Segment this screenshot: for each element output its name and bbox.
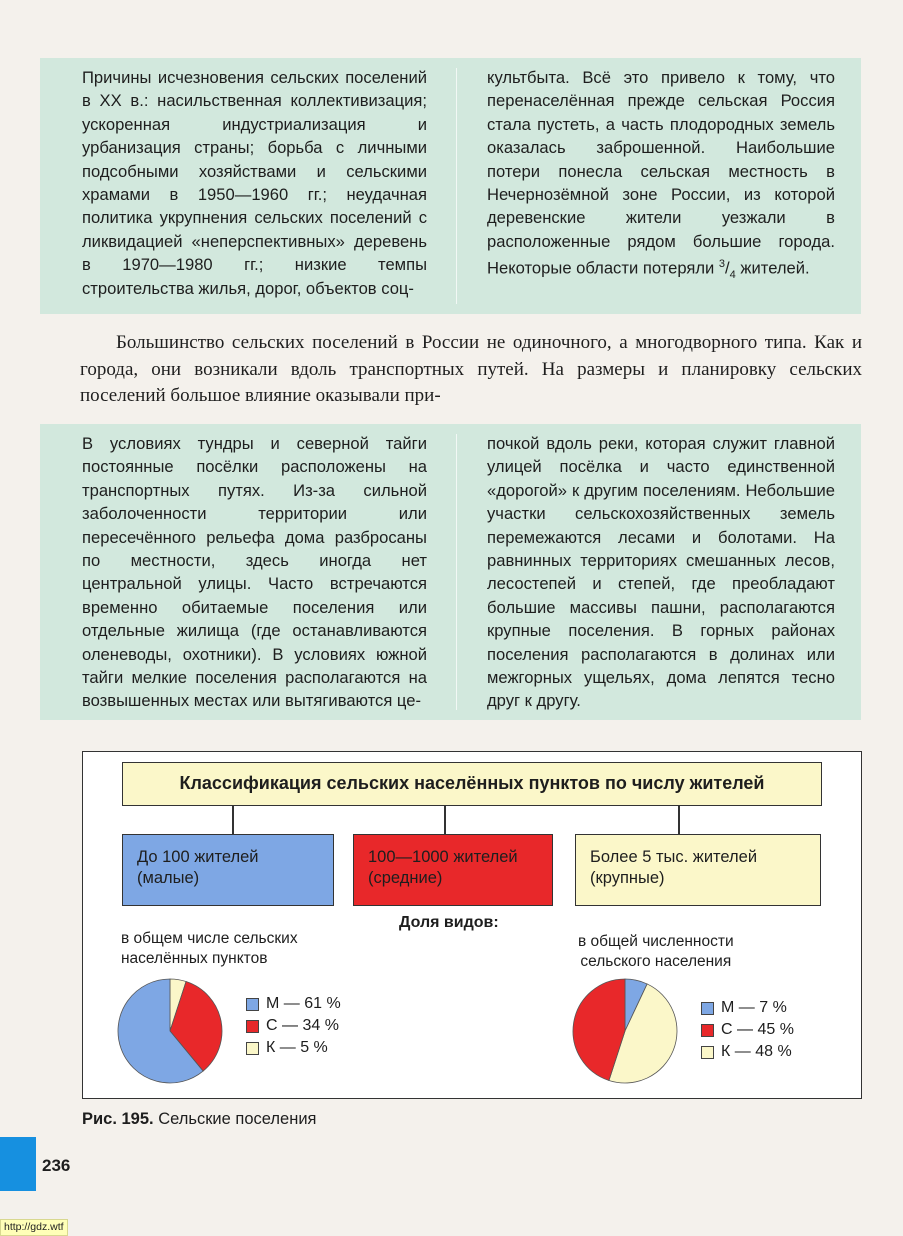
connector-right xyxy=(678,805,680,834)
legend-swatch-medium xyxy=(246,1020,259,1033)
info-box-1 xyxy=(40,58,861,314)
column-divider xyxy=(456,68,457,304)
legend-item xyxy=(701,1041,794,1063)
legend-swatch-large xyxy=(701,1046,714,1059)
category-small xyxy=(122,834,334,906)
pie-left-label xyxy=(121,929,298,969)
legend-swatch-medium xyxy=(701,1024,714,1037)
category-medium-line1: 100—1000 жителей xyxy=(368,848,518,866)
legend-item xyxy=(246,1037,341,1059)
page-number: 236 xyxy=(42,1156,71,1175)
bleed-through-text xyxy=(470,20,870,42)
info-box-1-right-tail: жителей. xyxy=(735,258,810,278)
site-watermark: http://gdz.wtf xyxy=(0,1219,68,1236)
figure-caption xyxy=(82,1110,316,1129)
figure-195 xyxy=(82,751,862,1099)
info-box-2-left xyxy=(82,424,427,720)
pie-right-legend xyxy=(701,997,794,1063)
info-box-1-right: культбыта. Всё это привело к тому, что перенаселённая прежде сельская Россия стала пустеть, а часть плодородных земель оказалась заброшенной. Наибольшие потери понесла сельская местность в Нечернозёмной зоне России, из которой деревенские жители уезжали в расположенные рядом большие города. Некоторые области потеряли $^3/_4$ жителей. xyxy=(487,68,835,282)
category-small-line2: (малые) xyxy=(137,869,200,887)
page-tab-marker xyxy=(0,1137,36,1191)
pie-right-label-line1: в общей численности xyxy=(578,933,734,950)
category-medium-line2: (средние) xyxy=(368,869,443,887)
fraction-numerator: 3 xyxy=(718,258,726,271)
caption-text: Сельские поселения xyxy=(153,1110,317,1128)
fraction-denominator: 4 xyxy=(729,269,736,282)
pie-chart-settlements xyxy=(115,976,225,1086)
share-title: Доля видов: xyxy=(399,914,499,931)
legend-swatch-small xyxy=(701,1002,714,1015)
legend-item xyxy=(246,1015,341,1037)
info-box-1-right-text: культбыта. Всё это привело к тому, что перенаселённая прежде сельская Россия стала пустеть, а часть плодородных земель оказалась заброшенной. Наибольшие потери понесла сельская местность в Нечернозёмной зоне России, из которой деревенские жители уезжали в расположенные рядом большие города. Некоторые области потеряли xyxy=(487,68,835,278)
info-box-2 xyxy=(40,424,861,720)
pie-right-label-line2: сельского населения xyxy=(580,953,732,970)
pie-left-legend xyxy=(246,993,341,1059)
info-box-2-right-text: почкой вдоль реки, которая служит главной улицей посёлка и часто единственной «дорогой» к другим поселениям. Небольшие участки сельскохозяйственных земель перемежаются лесами и болотами. На равнинных территориях смешанных лесов, лесостепей и степей, где преобладают большие массивы пашни, располагаются крупные поселения. В горных районах поселения располагаются в долинах или межгорных ущельях, дома лепятся тесно друг к другу. xyxy=(487,434,835,711)
pie-chart-population xyxy=(570,976,680,1086)
caption-label: Рис. 195. xyxy=(82,1110,154,1128)
info-box-1-left xyxy=(82,58,427,314)
main-paragraph: Большинство сельских поселений в России не одиночного, а многодворного типа. Как и города, они возникали вдоль транспортных путей. На размеры и планировку сельских поселений большое влияние оказывали при- xyxy=(80,332,862,406)
category-large xyxy=(575,834,821,906)
legend-item xyxy=(246,993,341,1015)
pie-right-label xyxy=(578,932,734,972)
legend-label: К — 5 % xyxy=(266,1039,328,1056)
info-box-2-right xyxy=(487,424,835,720)
legend-label: С — 45 % xyxy=(721,1021,794,1038)
column-divider xyxy=(456,434,457,710)
info-box-2-left-text: В условиях тундры и северной тайги постоянные посёлки расположены на транспортных путях. Из-за сильной заболоченности территории или пересечённого рельефа дома разбросаны по местности, здесь иногда нет центральной улицы. Часто встречаются временно обитаемые поселения или отдельные жилища (где останавливаются оленеводы, охотники). В условиях южной тайги мелкие поселения располагаются на возвышенных местах или вытягиваются це- xyxy=(82,434,427,711)
legend-label: М — 7 % xyxy=(721,999,787,1016)
legend-swatch-small xyxy=(246,998,259,1011)
legend-item xyxy=(701,997,794,1019)
legend-label: С — 34 % xyxy=(266,1017,339,1034)
category-small-line1: До 100 жителей xyxy=(137,848,259,866)
pie-left-label-line1: в общем числе сельских xyxy=(121,930,298,947)
figure-title: Классификация сельских населённых пунктов по числу жителей xyxy=(122,762,822,806)
info-box-1-left-text: Причины исчезновения сельских поселений в XX в.: насильственная коллективизация; ускоренная индустриализация и урбанизация страны; борьба с личными подсобными хозяйствами и сельскими храмами в 1950—1960 гг.; неудачная политика укрупнения сельских поселений с ликвидацией «неперспективных» деревень в 1970—1980 гг.; низкие темпы строительства жилья, дорог, объектов соц- xyxy=(82,68,427,298)
connector-middle xyxy=(444,805,446,834)
category-medium xyxy=(353,834,553,906)
legend-item xyxy=(701,1019,794,1041)
category-large-line2: (крупные) xyxy=(590,869,665,887)
category-large-line1: Более 5 тыс. жителей xyxy=(590,848,758,866)
legend-label: М — 61 % xyxy=(266,995,341,1012)
pie-left-label-line2: населённых пунктов xyxy=(121,950,268,967)
legend-label: К — 48 % xyxy=(721,1043,792,1060)
legend-swatch-large xyxy=(246,1042,259,1055)
connector-left xyxy=(232,805,234,834)
